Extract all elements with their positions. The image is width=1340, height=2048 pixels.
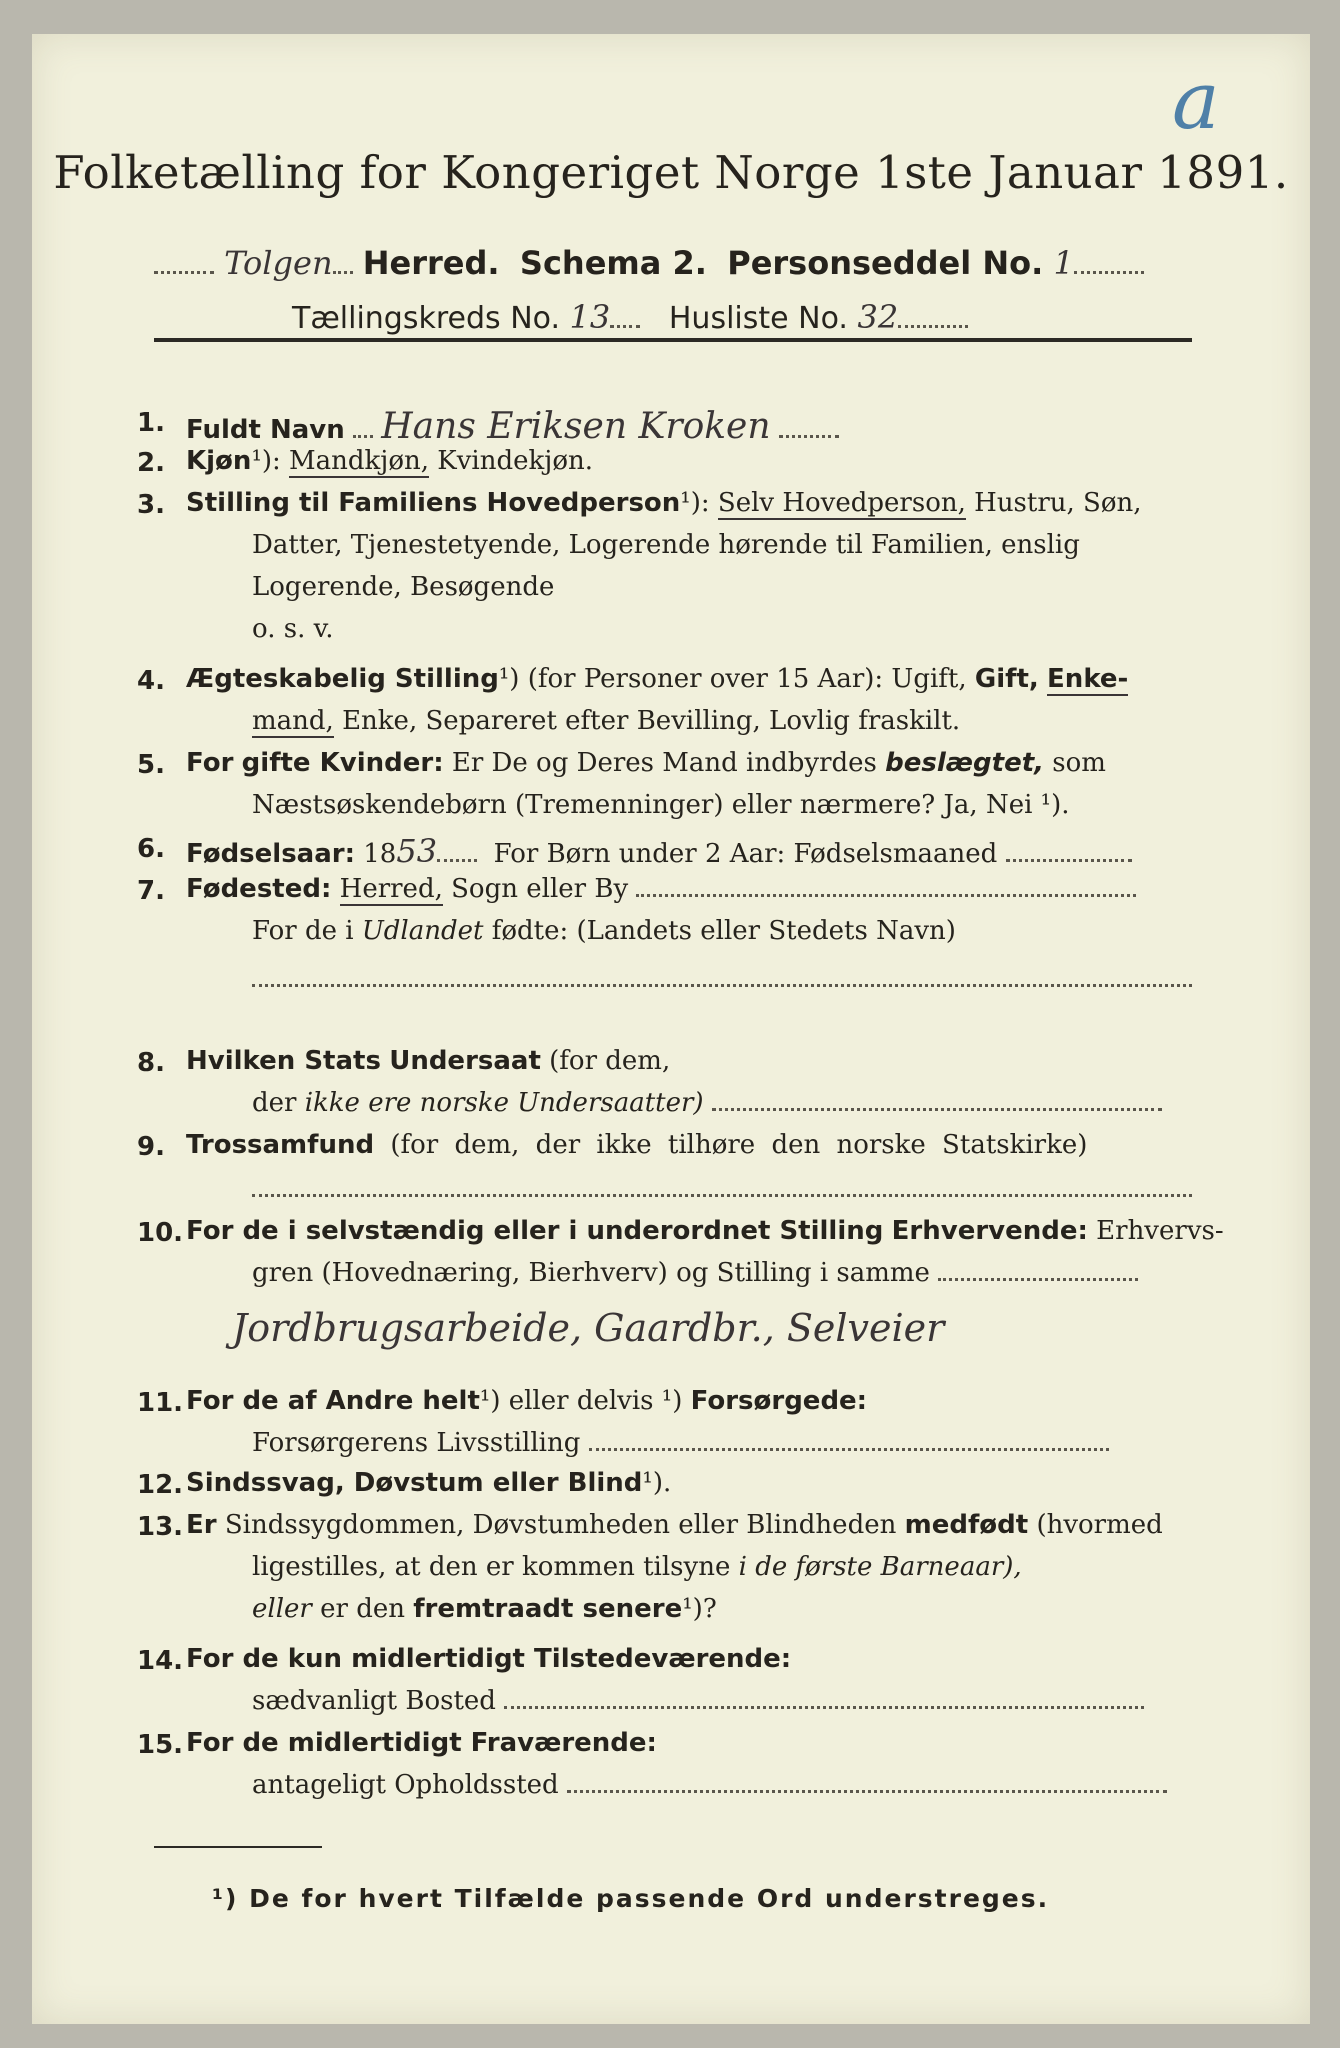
husliste-label: Husliste No. (668, 301, 848, 336)
q2-number: 2. (137, 448, 165, 478)
q4-rest: (for Personer over 15 Aar): Ugift, (527, 664, 967, 694)
q15-line2 (252, 1770, 1167, 1800)
header-line-1 (154, 244, 1144, 282)
q4-sup: ¹) (498, 664, 520, 694)
q7-number: 7. (137, 876, 165, 906)
q13-line3 (252, 1594, 717, 1624)
q5-label: For (186, 748, 234, 778)
kreds-label: Tællingskreds No. (292, 301, 560, 336)
q8-line2a: der (252, 1088, 297, 1118)
q13-line3c: ¹)? (682, 1594, 717, 1624)
q13-line3-bold: fremtraadt senere (413, 1594, 683, 1624)
q7-option-selected: Herred, (339, 874, 443, 904)
q11-row (186, 1386, 867, 1416)
q8-line2-italic: ikke ere norske Undersaatter) (304, 1088, 704, 1118)
q8-line2 (252, 1088, 1162, 1118)
q13-line2a: ligestilles, at den er kommen tilsyne (252, 1552, 731, 1582)
q11-number: 11. (137, 1388, 184, 1418)
q11-line2 (252, 1428, 1109, 1458)
q12-row (186, 1468, 671, 1498)
q3-rest: Hustru, Søn, (974, 488, 1142, 518)
q4-number: 4. (137, 666, 165, 696)
q13-line3a: er den (320, 1594, 405, 1624)
q15-row (186, 1728, 657, 1758)
q2-label: Kjøn (186, 446, 252, 476)
q10-line2-text: gren (Hovednæring, Bierhverv) og Stilling i samme (252, 1258, 930, 1288)
q4-gift: Gift, (974, 664, 1039, 694)
q7-line2a: For de i (252, 916, 354, 946)
q3-line2: Datter, Tjenestetyende, Logerende hørende til Familien, enslig (252, 530, 1080, 560)
q6-year-value: 53 (396, 832, 438, 870)
q14-row (186, 1644, 791, 1674)
q2-sup: ¹): (251, 446, 281, 476)
q2-option-selected: Mandkjøn, (289, 446, 430, 476)
q1-label: Fuldt Navn (186, 415, 345, 445)
q3-label: Stilling til Familiens Hovedperson (186, 488, 681, 518)
q8-label: Hvilken Stats (186, 1046, 381, 1076)
q5-line2: Næstsøskendebørn (Tremenninger) eller nærmere? Ja, Nei ¹). (252, 790, 1070, 820)
q12-label: Sindssvag, Døvstum eller Blind (186, 1468, 643, 1498)
q3-row (186, 488, 1142, 518)
herred-label: Herred. (362, 244, 500, 282)
q11-mid: eller delvis (508, 1386, 654, 1416)
q10-line2 (252, 1258, 1138, 1288)
q5-bold: gifte Kvinder: (241, 748, 444, 778)
q2-option: Kvindekjøn. (437, 446, 593, 476)
q3-sup: ¹): (680, 488, 710, 518)
q10-rest: Erhvervs- (1096, 1216, 1224, 1246)
q9-rest: (for dem, der ikke tilhøre den norske Statskirke) (390, 1130, 1088, 1160)
q10-row (186, 1216, 1224, 1246)
q6-row (186, 832, 1132, 870)
q9-blank-line (252, 1174, 1192, 1204)
q4-line2-rest: Enke, Separeret efter Bevilling, Lovlig fraskilt. (342, 706, 961, 736)
q11-label: For de af Andre helt (186, 1386, 480, 1416)
q14-label: For de kun midlertidigt Tilstedeværende: (186, 1644, 792, 1674)
q4-row (186, 664, 1128, 694)
q9-label: Trossamfund (186, 1130, 375, 1160)
personseddel-label: Personseddel No. (727, 244, 1044, 282)
q8-number: 8. (137, 1048, 165, 1078)
q10-number: 10. (137, 1218, 184, 1248)
q15-number: 15. (137, 1730, 184, 1760)
q1-number: 1. (137, 408, 165, 438)
q5-rest2: som (1052, 748, 1106, 778)
q5-number: 5. (137, 750, 165, 780)
husliste-value: 32 (857, 298, 899, 336)
q13-line3-italic: eller (252, 1594, 312, 1624)
q10-bold: Erhvervende: (891, 1216, 1088, 1246)
q3-option-selected: Selv Hovedperson, (717, 488, 966, 518)
q10-label: For de i selvstændig eller i underordnet Stilling (186, 1216, 884, 1246)
q14-line2-text: sædvanligt Bosted (252, 1686, 496, 1716)
q12-sup: ¹). (642, 1468, 672, 1498)
q7-line2-italic: Udlandet (361, 916, 484, 946)
q4-enke: Enke- (1047, 664, 1129, 694)
q14-line2 (252, 1686, 1144, 1716)
q13-line2-italic: i de første Barneaar), (738, 1552, 1022, 1582)
q13-rest: Sindssygdommen, Døvstumheden eller Blindheden (224, 1510, 897, 1540)
personseddel-value: 1 (1053, 244, 1074, 282)
q15-line2-text: antageligt Opholdssted (252, 1770, 559, 1800)
q9-number: 9. (137, 1132, 165, 1162)
q7-line2b: fødte: (Landets eller Stedets Navn) (491, 916, 956, 946)
q5-italic: beslægtet, (885, 748, 1045, 778)
corner-mark-a: a (1172, 54, 1220, 147)
q6-prefix: 18 (363, 839, 397, 869)
kreds-value: 13 (569, 298, 611, 336)
q6-rest: For Børn under 2 Aar: Fødselsmaaned (493, 839, 998, 869)
header-line-2 (292, 298, 968, 336)
q13-line2 (252, 1552, 1022, 1582)
q2-row (186, 446, 593, 476)
q12-number: 12. (137, 1470, 184, 1500)
q7-row (186, 874, 1136, 904)
q4-label: Ægteskabelig Stilling (186, 664, 499, 694)
q11-bold: Forsørgede: (690, 1386, 868, 1416)
q6-label: Fødselsaar: (186, 839, 355, 869)
footnote: ¹) De for hvert Tilfælde passende Ord understreges. (212, 1884, 1050, 1913)
q13-bold: medfødt (904, 1510, 1029, 1540)
q8-rest: (for dem, (549, 1046, 671, 1076)
q11-sup2: ¹) (661, 1386, 683, 1416)
census-form-sheet (32, 34, 1310, 2024)
q3-line3: Logerende, Besøgende (252, 572, 555, 602)
q15-label: For de midlertidigt Fraværende: (186, 1728, 657, 1758)
q10-value-line (232, 1306, 944, 1350)
q5-rest: Er De og Deres Mand indbyrdes (451, 748, 877, 778)
q1-name-value: Hans Eriksen Kroken (381, 406, 771, 447)
q1-row (186, 406, 839, 447)
q13-row (186, 1510, 1163, 1540)
header-rule (154, 338, 1192, 342)
q13-rest2: (hvormed (1036, 1510, 1163, 1540)
q5-row (186, 748, 1106, 778)
q8-row (186, 1046, 670, 1076)
schema-label: Schema 2. (519, 244, 707, 282)
q4-mand: mand, (252, 706, 334, 736)
q8-bold: Undersaat (389, 1046, 541, 1076)
q7-line2 (252, 916, 956, 946)
herred-value: Tolgen (224, 244, 333, 282)
q7-rest: Sogn eller By (451, 874, 629, 904)
q11-sup1: ¹) (479, 1386, 501, 1416)
form-title: Folketælling for Kongeriget Norge 1ste Januar 1891. (53, 146, 1289, 199)
q7-label: Fødested: (186, 874, 332, 904)
q6-number: 6. (137, 834, 165, 864)
q13-number: 13. (137, 1512, 184, 1542)
footnote-rule (154, 1846, 322, 1848)
q10-occupation-value: Jordbrugsarbeide, Gaardbr., Selveier (232, 1306, 945, 1350)
q4-line2 (252, 706, 960, 736)
q11-line2-text: Forsørgerens Livsstilling (252, 1428, 581, 1458)
q9-row (186, 1130, 1087, 1160)
q13-label: Er (186, 1510, 217, 1540)
q3-number: 3. (137, 490, 165, 520)
q7-blank-line (252, 964, 1192, 994)
q14-number: 14. (137, 1646, 184, 1676)
q3-line4: o. s. v. (252, 614, 334, 644)
